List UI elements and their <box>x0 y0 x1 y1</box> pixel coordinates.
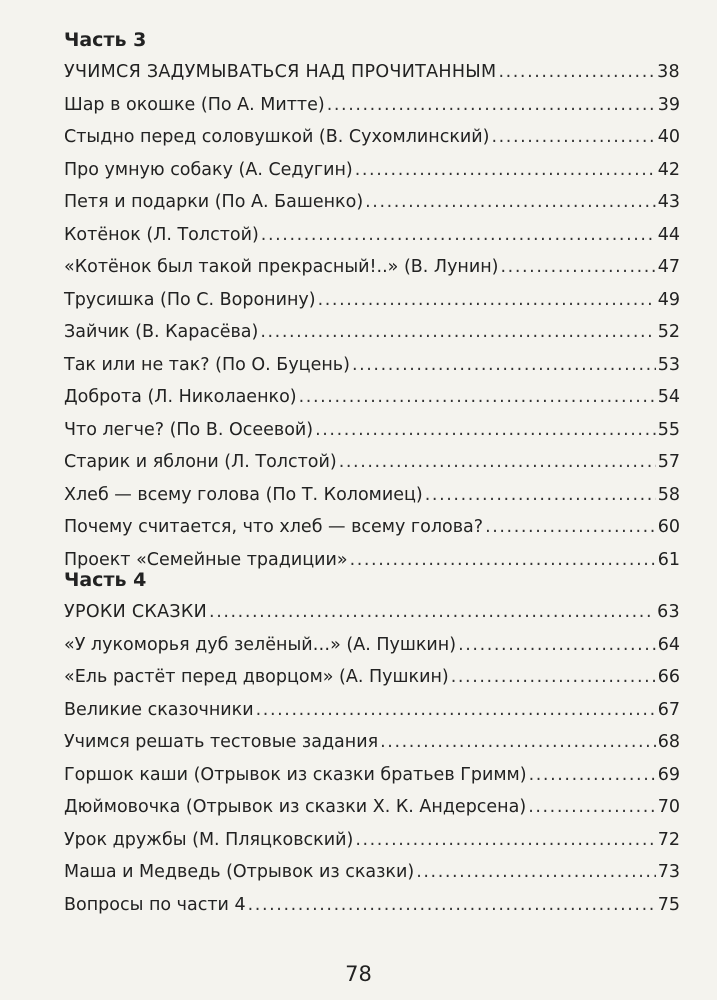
toc-entry-page: 60 <box>657 517 680 537</box>
toc-entry <box>64 791 680 824</box>
toc-entry <box>64 154 680 187</box>
toc-leader-dots <box>355 154 656 187</box>
toc-leader-dots <box>339 446 656 479</box>
toc-entry-page: 49 <box>657 289 680 310</box>
toc-entry <box>64 726 680 759</box>
toc-entry <box>64 89 680 122</box>
toc-entry-page: 55 <box>657 419 680 440</box>
toc-entry-title: Урок дружбы (М. Пляцковский) <box>64 829 354 850</box>
toc-leader-dots <box>261 219 656 252</box>
toc-entry <box>64 414 680 447</box>
toc-entry-title: Стыдно перед соловушкой (В. Сухомлинский) <box>64 127 490 147</box>
toc-entry-page: 53 <box>657 354 680 375</box>
toc-entry-title: Проект «Семейные традиции» <box>64 549 348 570</box>
toc-entry-page: 43 <box>657 192 680 212</box>
toc-entry-page: 66 <box>657 667 680 687</box>
toc-leader-dots <box>485 511 656 544</box>
toc-entry-title: УЧИМСЯ ЗАДУМЫВАТЬСЯ НАД ПРОЧИТАННЫМ <box>64 62 497 82</box>
toc-entry-title: Вопросы по части 4 <box>64 894 246 915</box>
toc-entry-page: 54 <box>657 387 680 407</box>
toc-entry <box>64 661 680 694</box>
toc-leader-dots <box>248 889 656 922</box>
toc-entry-page: 64 <box>657 634 680 655</box>
toc-leader-dots <box>299 381 656 414</box>
toc-entry-title: Так или не так? (По О. Буцень) <box>64 354 350 375</box>
toc-entry <box>64 381 680 414</box>
toc-entry <box>64 479 680 512</box>
toc-entry-title: Горшок каши (Отрывок из сказки братьев Гримм) <box>64 764 527 785</box>
toc-leader-dots <box>318 284 656 317</box>
toc-list <box>64 596 680 921</box>
toc-leader-dots <box>501 251 656 284</box>
toc-entry <box>64 629 680 662</box>
toc-leader-dots <box>256 694 656 727</box>
toc-entry-page: 67 <box>657 699 680 720</box>
toc-entry <box>64 251 680 284</box>
toc-entry-page: 57 <box>657 452 680 472</box>
toc-entry <box>64 889 680 922</box>
toc-part-3 <box>64 28 680 576</box>
toc-leader-dots <box>451 661 656 694</box>
toc-entry-title: Что легче? (По В. Осеевой) <box>64 419 314 440</box>
toc-entry-title: Про умную собаку (А. Седугин) <box>64 159 353 180</box>
toc-entry-page: 61 <box>657 549 680 570</box>
toc-entry-title: Шар в окошке (По А. Митте) <box>64 94 325 115</box>
toc-entry <box>64 759 680 792</box>
toc-leader-dots <box>380 726 656 759</box>
toc-entry-page: 44 <box>657 224 680 245</box>
toc-entry-title: Доброта (Л. Николаенко) <box>64 387 297 407</box>
toc-entry <box>64 186 680 219</box>
toc-entry-title: Хлеб — всему голова (По Т. Коломиец) <box>64 484 423 505</box>
toc-leader-dots <box>529 759 656 792</box>
toc-entry-title: Великие сказочники <box>64 699 254 720</box>
toc-leader-dots <box>365 186 656 219</box>
toc-entry <box>64 511 680 544</box>
toc-entry-title: Котёнок (Л. Толстой) <box>64 224 259 245</box>
toc-entry-page: 58 <box>657 484 680 505</box>
toc-entry-title: «У лукоморья дуб зелёный…» (А. Пушкин) <box>64 634 457 655</box>
toc-entry-title: Учимся решать тестовые задания <box>64 732 379 752</box>
toc-entry <box>64 219 680 252</box>
part-title: Часть 4 <box>64 569 147 591</box>
toc-entry <box>64 694 680 727</box>
toc-entry-title: Почему считается, что хлеб — всему голова? <box>64 517 484 537</box>
toc-entry <box>64 284 680 317</box>
toc-entry-page: 73 <box>657 862 680 882</box>
toc-leader-dots <box>416 856 656 889</box>
toc-entry-page: 72 <box>657 829 680 850</box>
toc-section-heading <box>64 56 680 89</box>
toc-entry-title: Трусишка (По С. Воронину) <box>64 289 316 310</box>
toc-entry-page: 38 <box>657 62 680 82</box>
toc-entry-page: 69 <box>657 764 680 785</box>
part-title: Часть 3 <box>64 29 147 51</box>
toc-leader-dots <box>425 479 656 512</box>
toc-entry-title: Зайчик (В. Карасёва) <box>64 322 259 342</box>
toc-entry-page: 75 <box>657 894 680 915</box>
toc-entry-page: 40 <box>657 127 680 147</box>
toc-leader-dots <box>209 596 655 629</box>
toc-entry-title: «Ель растёт перед дворцом» (А. Пушкин) <box>64 667 449 687</box>
toc-entry-page: 52 <box>657 322 680 342</box>
toc-entry <box>64 856 680 889</box>
toc-entry-title: Дюймовочка (Отрывок из сказки Х. К. Андерсена) <box>64 797 527 817</box>
toc-entry-page: 42 <box>657 159 680 180</box>
toc-entry <box>64 316 680 349</box>
toc-leader-dots <box>491 121 655 154</box>
toc-entry <box>64 446 680 479</box>
toc-entry-page: 63 <box>657 602 680 622</box>
page-number: 78 <box>345 962 372 986</box>
toc-part-4 <box>64 568 680 921</box>
toc-entry-page: 47 <box>657 257 680 277</box>
toc-entry <box>64 824 680 857</box>
toc-leader-dots <box>352 349 656 382</box>
toc-leader-dots <box>315 414 656 447</box>
toc-entry-page: 70 <box>657 797 680 817</box>
toc-entry-title: Петя и подарки (По А. Башенко) <box>64 192 364 212</box>
toc-leader-dots <box>260 316 655 349</box>
toc-list <box>64 56 680 576</box>
toc-entry-title: Старик и яблони (Л. Толстой) <box>64 452 337 472</box>
toc-leader-dots <box>498 56 655 89</box>
toc-entry <box>64 349 680 382</box>
toc-entry-title: «Котёнок был такой прекрасный!..» (В. Лунин) <box>64 257 499 277</box>
toc-section-heading <box>64 596 680 629</box>
toc-leader-dots <box>528 791 656 824</box>
toc-leader-dots <box>458 629 656 662</box>
toc-entry-page: 68 <box>657 732 680 752</box>
toc-entry-title: Маша и Медведь (Отрывок из сказки) <box>64 862 415 882</box>
toc-entry-page: 39 <box>657 94 680 115</box>
toc-leader-dots <box>327 89 656 122</box>
toc-entry <box>64 121 680 154</box>
toc-leader-dots <box>355 824 655 857</box>
toc-entry-title: УРОКИ СКАЗКИ <box>64 602 208 622</box>
